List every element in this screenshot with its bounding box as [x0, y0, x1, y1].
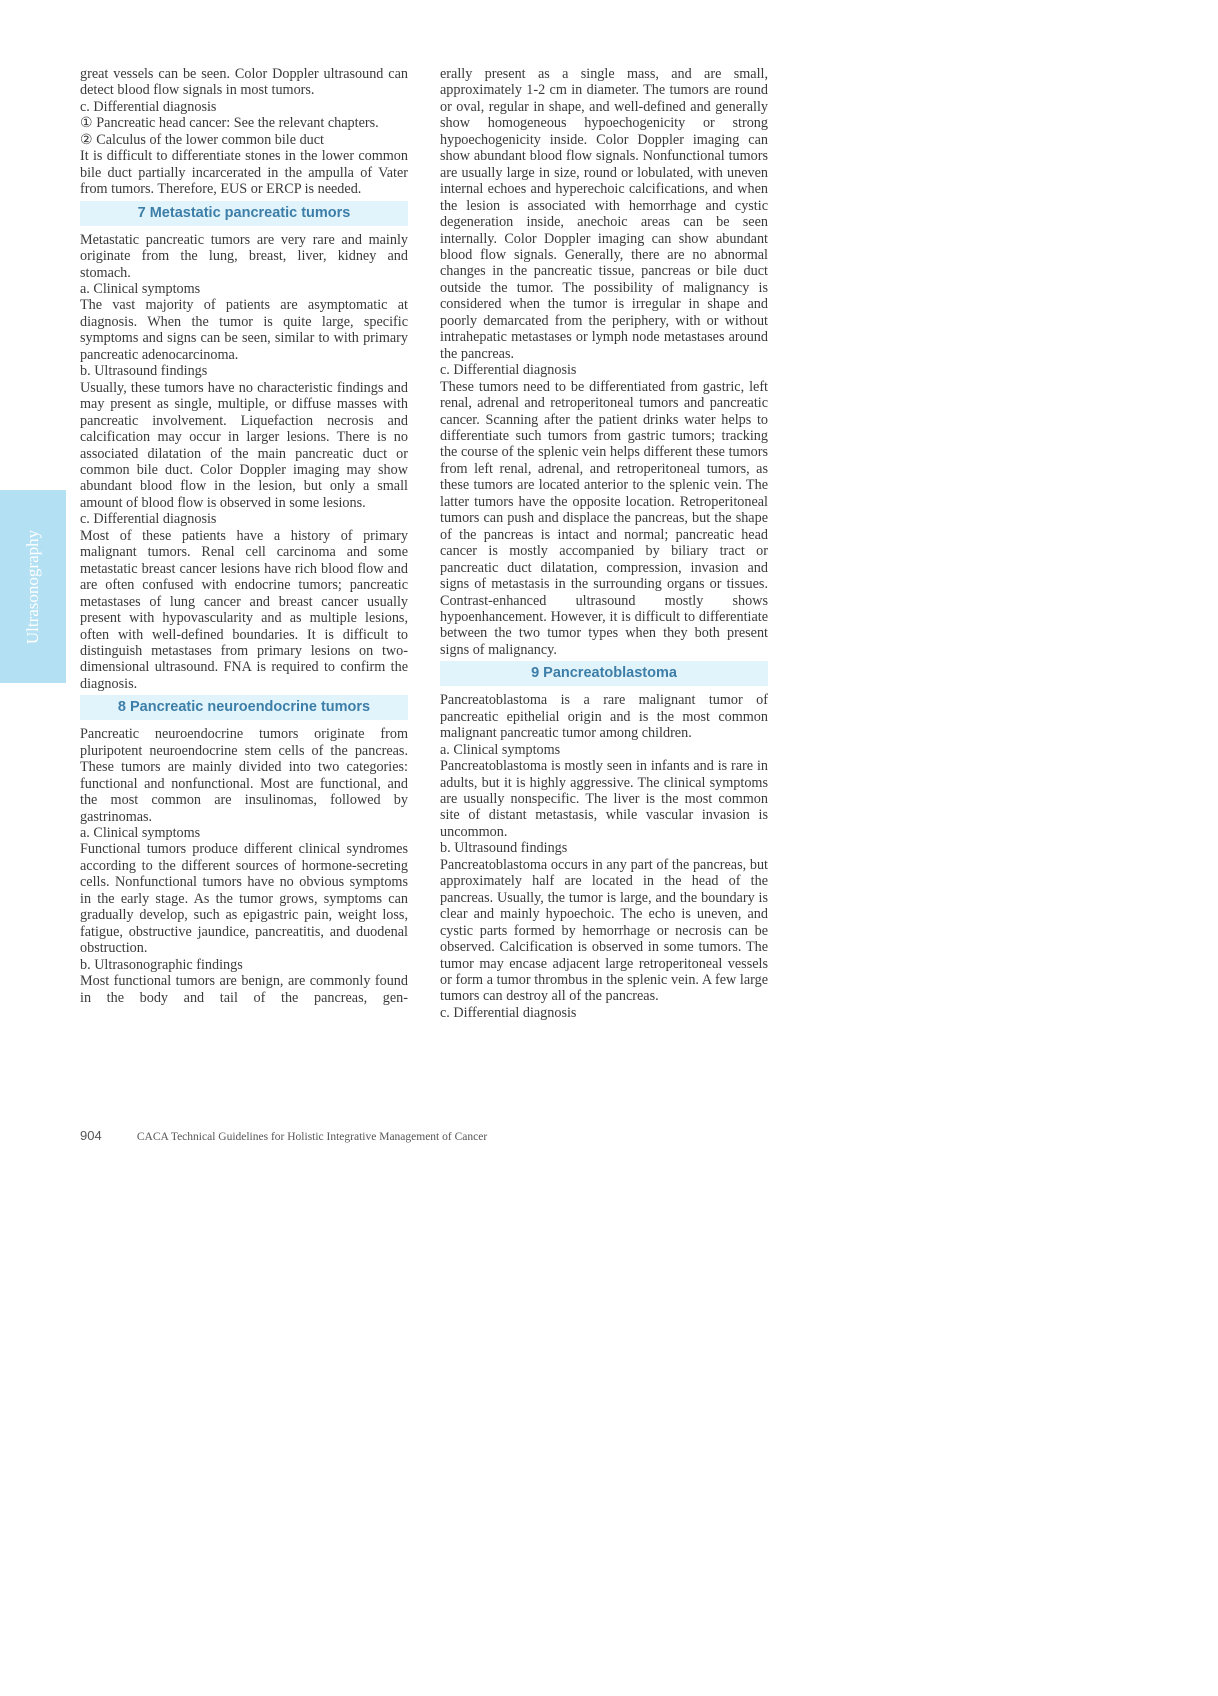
right-column: [440, 66, 768, 1021]
running-title: CACA Technical Guidelines for Holistic Integrative Management of Cancer: [136, 1131, 488, 1143]
subheading: b. Ultrasound findings: [80, 363, 208, 380]
paragraph: Usually, these tumors have no characteristic findings and may present as single, multiple, or diffuse masses with pancreatic involvement. Liquefaction necrosis and calcification may occur in larger lesions. There is no associated dilatation of the main pancreatic duct or common bile duct. Color Doppler imaging may show abundant blood flow in the lesion, but only a small amount of blood flow is observed in some lesions.: [80, 379, 408, 511]
subheading: a. Clinical symptoms: [440, 741, 561, 758]
paragraph: Pancreatoblastoma is a rare malignant tumor of pancreatic epithelial origin and is the most common malignant pancreatic tumor among children.: [440, 692, 768, 742]
side-tab-label: Ultrasonography: [23, 529, 42, 644]
left-column: [80, 66, 408, 1006]
paragraph: Metastatic pancreatic tumors are very rare and mainly originate from the lung, breast, liver, kidney and stomach.: [80, 231, 408, 281]
subheading: a. Clinical symptoms: [80, 825, 201, 842]
paragraph: Functional tumors produce different clinical syndromes according to the different sources of hormone-secreting cells. Nonfunctional tumors have no obvious symptoms in the early stage. As the tumor grows, symptoms can gradually develop, such as epigastric pain, weight loss, fatigue, obstructive jaundice, pancreatitis, and duodenal obstruction.: [80, 841, 408, 957]
subheading: c. Differential diagnosis: [80, 511, 217, 528]
subheading: c. Differential diagnosis: [80, 98, 217, 115]
subheading: c. Differential diagnosis: [440, 362, 577, 379]
paragraph: The vast majority of patients are asymptomatic at diagnosis. When the tumor is quite large, specific symptoms and signs can be seen, similar to with primary pancreatic adenocarcinoma.: [80, 297, 408, 363]
list-item: ① Pancreatic head cancer: See the relevant chapters.: [80, 115, 379, 132]
page-number: 904: [80, 1128, 102, 1143]
page-footer: [80, 1128, 487, 1143]
section-heading-8: 8 Pancreatic neuroendocrine tumors: [80, 695, 408, 720]
paragraph: Pancreatoblastoma is mostly seen in infants and is rare in adults, but it is highly aggressive. The clinical symptoms are usually nonspecific. The liver is the most common site of distant metastasis, while vascular invasion is uncommon.: [440, 758, 768, 840]
section-heading-9: 9 Pancreatoblastoma: [440, 661, 768, 686]
subheading: b. Ultrasound findings: [440, 840, 568, 857]
list-item: ② Calculus of the lower common bile duct: [80, 131, 325, 148]
paragraph: Most functional tumors are benign, are commonly found in the body and tail of the pancreas, gen-: [80, 973, 408, 1006]
subheading: a. Clinical symptoms: [80, 280, 201, 297]
side-section-tab: [0, 490, 66, 683]
subheading: b. Ultrasonographic findings: [80, 956, 243, 973]
section-heading-7: 7 Metastatic pancreatic tumors: [80, 201, 408, 226]
paragraph: Pancreatoblastoma occurs in any part of the pancreas, but approximately half are located in the head of the pancreas. Usually, the tumor is large, and the boundary is clear and mainly hypoechoic. The echo is uneven, and cystic parts formed by hemorrhage or necrosis can be observed. Calcification is observed in some tumors. The tumor may encase adjacent large retroperitoneal vessels or form a tumor thrombus in the splenic vein. A few large tumors can destroy all of the pancreas.: [440, 856, 768, 1005]
paragraph: great vessels can be seen. Color Doppler ultrasound can detect blood flow signals in most tumors.: [80, 66, 408, 99]
paragraph: Most of these patients have a history of primary malignant tumors. Renal cell carcinoma and some metastatic breast cancer lesions have rich blood flow and are often confused with endocrine tumors; pancreatic metastases of lung cancer and breast cancer usually present with hypovascularity and as multiple lesions, often with well-defined boundaries. It is difficult to distinguish metastases from primary lesions on two-dimensional ultrasound. FNA is required to confirm the diagnosis.: [80, 527, 408, 692]
paragraph: Pancreatic neuroendocrine tumors originate from pluripotent neuroendocrine stem cells of the pancreas. These tumors are mainly divided into two categories: functional and nonfunctional. Most are functional, and the most common are insulinomas, followed by gastrinomas.: [80, 726, 408, 825]
paragraph: These tumors need to be differentiated from gastric, left renal, adrenal and retroperitoneal tumors and pancreatic cancer. Scanning after the patient drinks water helps to differentiate such tumors from gastric tumors; tracking the course of the splenic vein helps different these tumors from left renal, adrenal, and retroperitoneal tumors, as these tumors are located anterior to the splenic vein. The latter tumors have the opposite location. Retroperitoneal tumors can push and displace the pancreas, but the shape of the pancreas is intact and normal; pancreatic head cancer is mostly accompanied by biliary tract or pancreatic duct dilatation, compression, invasion and signs of metastasis in the surrounding organs or tissues. Contrast-enhanced ultrasound mostly shows hypoenhancement. However, it is difficult to differentiate between the two tumor types when they both present signs of malignancy.: [440, 378, 768, 658]
paragraph: erally present as a single mass, and are small, approximately 1-2 cm in diameter. The tumors are round or oval, regular in shape, and well-defined and generally show homogeneous hypoechogenicity or strong hypoechogenicity inside. Color Doppler imaging can show abundant blood flow signals. Nonfunctional tumors are usually large in size, round or lobulated, with uneven internal echoes and hyperechoic calcifications, and when the lesion is associated with hemorrhage and cystic degeneration inside, anechoic areas can be seen internally. Color Doppler imaging can show abundant blood flow signals. Generally, there are no abnormal changes in the pancreatic tissue, pancreas or bile duct outside the tumor. The possibility of malignancy is considered when the tumor is irregular in shape and poorly demarcated from the periphery, with or without intrahepatic metastases or lymph node metastases around the pancreas.: [440, 66, 768, 362]
paragraph: It is difficult to differentiate stones in the lower common bile duct partially incarcerated in the ampulla of Vater from tumors. Therefore, EUS or ERCP is needed.: [80, 148, 408, 198]
subheading: c. Differential diagnosis: [440, 1004, 577, 1021]
